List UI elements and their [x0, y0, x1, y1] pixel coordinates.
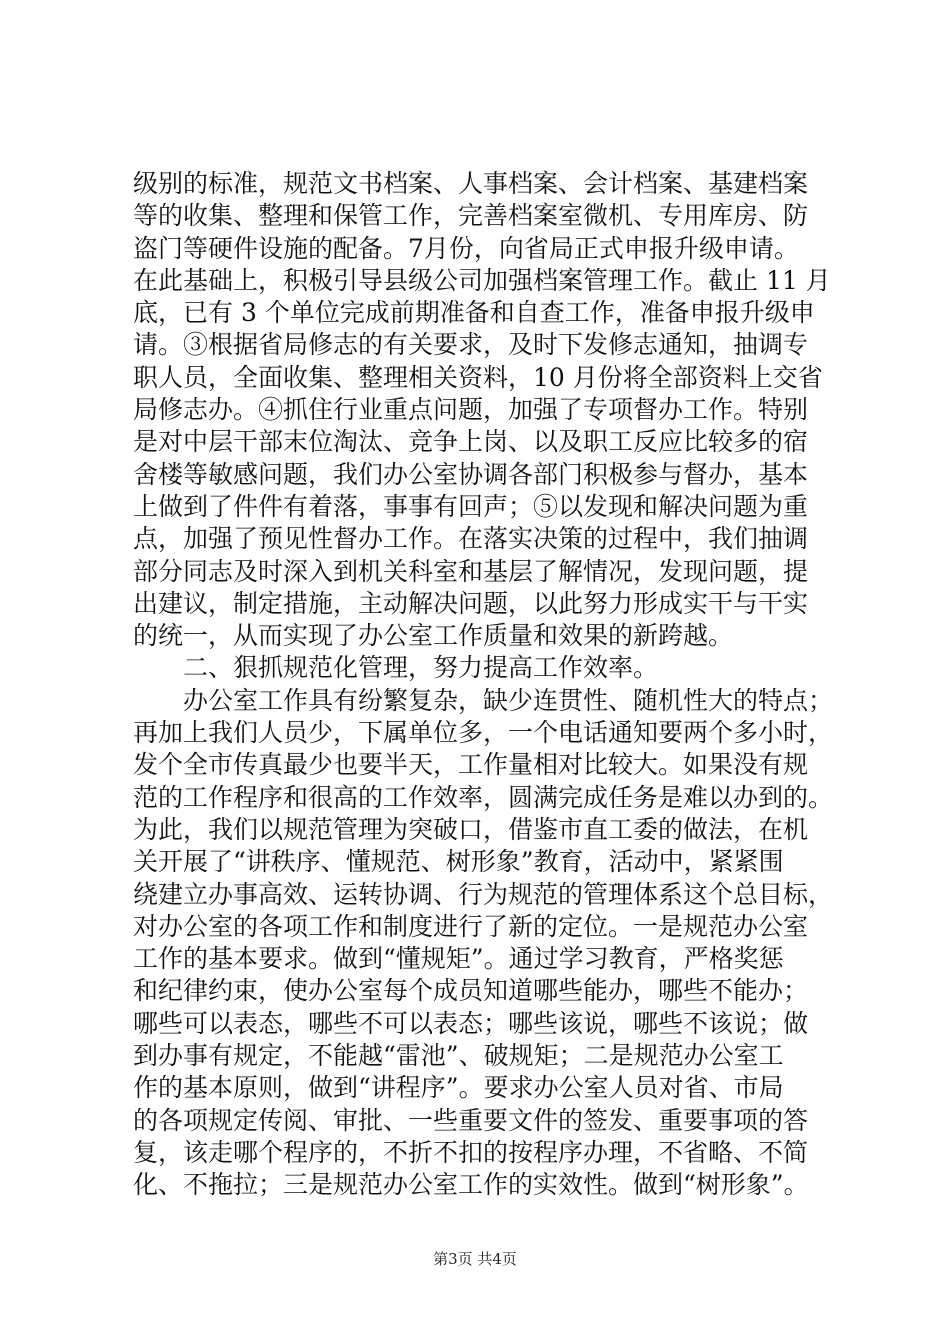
text-line: 办公室工作具有纷繁复杂，缺少连贯性、随机性大的特点； [183, 685, 834, 715]
text-line: 范的工作程序和很高的工作效率，圆满完成任务是难以办到的。 [133, 782, 834, 812]
text-line: 绕建立办事高效、运转协调、行为规范的管理体系这个总目标， [133, 879, 834, 909]
text-line: 和纪律约束，使办公室每个成员知道哪些能办，哪些不能办； [133, 976, 809, 1006]
text-line: 等的收集、整理和保管工作，完善档案室微机、专用库房、防 [133, 201, 809, 231]
text-line: 职人员，全面收集、整理相关资料，10 月份将全部资料上交省 [133, 362, 823, 392]
text-line: 到办事有规定，不能越“雷池”、破规矩；二是规范办公室工 [133, 1041, 784, 1071]
text-line: 部分同志及时深入到机关科室和基层了解情况，发现问题，提 [133, 556, 809, 586]
text-line: 出建议，制定措施，主动解决问题，以此努力形成实干与干实 [133, 588, 809, 618]
text-line: 作的基本原则，做到“讲程序”。要求办公室人员对省、市局 [133, 1073, 784, 1103]
text-line: 底，已有 3 个单位完成前期准备和自查工作，准备申报升级申 [133, 298, 815, 328]
text-line: 发个全市传真最少也要半天，工作量相对比较大。如果没有规 [133, 750, 809, 780]
page-number-footer: 第3页 共4页 [433, 1250, 517, 1268]
text-line: 哪些可以表态，哪些不可以表态；哪些该说，哪些不该说；做 [133, 1008, 809, 1038]
text-line: 舍楼等敏感问题，我们办公室协调各部门积极参与督办，基本 [133, 459, 809, 489]
section-heading: 二、狠抓规范化管理，努力提高工作效率。 [183, 653, 659, 683]
text-line: 盗门等硬件设施的配备。7月份，向省局正式申报升级申请。 [133, 233, 799, 263]
text-line: 关开展了“讲秩序、懂规范、树形象”教育，活动中，紧紧围 [133, 847, 784, 877]
text-line: 是对中层干部末位淘汰、竞争上岗、以及职工反应比较多的宿 [133, 427, 809, 457]
text-line: 请。③根据省局修志的有关要求，及时下发修志通知，抽调专 [133, 330, 809, 360]
text-line: 再加上我们人员少，下属单位多，一个电话通知要两个多小时， [133, 718, 834, 748]
document-body [133, 168, 833, 1202]
text-line: 的各项规定传阅、审批、一些重要文件的签发、重要事项的答 [133, 1105, 809, 1135]
text-line: 化、不拖拉；三是规范办公室工作的实效性。做到“树形象”。 [133, 1170, 809, 1200]
text-line: 复，该走哪个程序的，不折不扣的按程序办理，不省略、不简 [133, 1137, 809, 1167]
text-line: 为此，我们以规范管理为突破口，借鉴市直工委的做法，在机 [133, 814, 809, 844]
text-line: 局修志办。④抓住行业重点问题，加强了专项督办工作。特别 [133, 395, 809, 425]
text-line: 点，加强了预见性督办工作。在落实决策的过程中，我们抽调 [133, 524, 809, 554]
text-line: 对办公室的各项工作和制度进行了新的定位。一是规范办公室 [133, 911, 809, 941]
text-line: 上做到了件件有着落，事事有回声；⑤以发现和解决问题为重 [133, 491, 809, 521]
text-line: 在此基础上，积极引导县级公司加强档案管理工作。截止 11 月 [133, 265, 831, 295]
text-line: 工作的基本要求。做到“懂规矩”。通过学习教育，严格奖惩 [133, 944, 784, 974]
text-line: 的统一，从而实现了办公室工作质量和效果的新跨越。 [133, 621, 734, 651]
text-line: 级别的标准，规范文书档案、人事档案、会计档案、基建档案 [133, 169, 809, 198]
